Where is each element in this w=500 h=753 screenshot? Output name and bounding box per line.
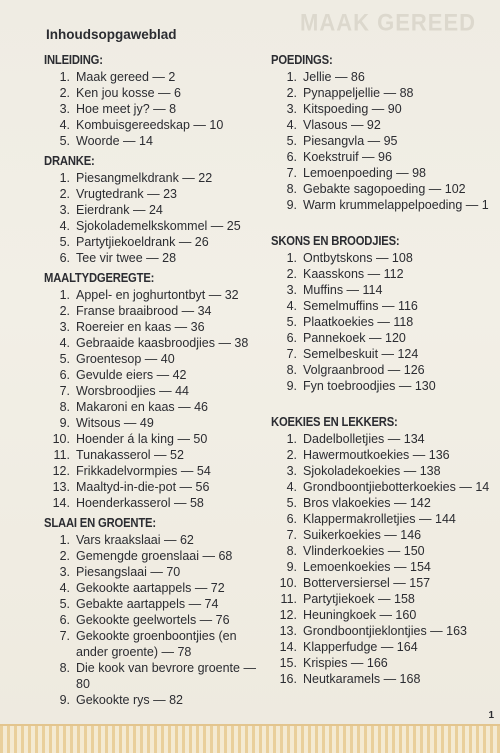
toc-entry xyxy=(271,378,500,394)
section-heading: MAALTYDGEREGTE: xyxy=(44,271,155,285)
toc-entry xyxy=(44,69,266,85)
toc-entry xyxy=(44,532,266,548)
entry-number: 13. xyxy=(52,480,70,494)
toc-section xyxy=(271,414,500,687)
entry-text: Maaltyd-in-die-pot — 56 xyxy=(76,480,210,494)
toc-entry xyxy=(271,607,500,623)
entry-number: 8. xyxy=(286,363,297,377)
entry-text: Kitspoeding — 90 xyxy=(303,102,402,116)
toc-entry xyxy=(44,186,266,202)
entry-number: 8. xyxy=(286,182,297,196)
entry-number: 2. xyxy=(286,86,297,100)
entry-number: 5. xyxy=(286,315,297,329)
entry-number: 4. xyxy=(286,480,297,494)
toc-section xyxy=(44,515,266,708)
entry-text: Muffins — 114 xyxy=(303,283,383,297)
entry-number: 4. xyxy=(59,336,70,350)
toc-entry xyxy=(44,319,266,335)
entry-number: 3. xyxy=(59,203,70,217)
toc-entry xyxy=(44,383,266,399)
entry-text: Ontbytskons — 108 xyxy=(303,251,413,265)
entry-text: Tee vir twee — 28 xyxy=(76,251,177,265)
entry-text: Bros vlakoekies — 142 xyxy=(303,496,431,510)
entry-number: 2. xyxy=(286,448,297,462)
toc-entry xyxy=(44,202,266,218)
toc-entry xyxy=(271,431,500,447)
toc-entry xyxy=(44,234,266,250)
toc-entry xyxy=(44,351,266,367)
toc-entry xyxy=(271,69,500,85)
toc-entry xyxy=(44,495,266,511)
toc-entry xyxy=(271,655,500,671)
toc-entry xyxy=(271,85,500,101)
entry-number: 5. xyxy=(59,134,70,148)
entry-number: 11. xyxy=(53,448,70,462)
toc-entry xyxy=(271,250,500,266)
entry-text: Piesangvla — 95 xyxy=(303,134,398,148)
entry-text: Gebraaide kaasbroodjies — 38 xyxy=(76,336,249,350)
entry-text: Botterversiersel — 157 xyxy=(303,576,431,590)
entry-number: 9. xyxy=(286,560,297,574)
entry-number: 5. xyxy=(59,597,70,611)
entry-number: 9. xyxy=(286,198,297,212)
toc-entry xyxy=(271,181,500,197)
entry-text: Sjokoladekoekies — 138 xyxy=(303,464,441,478)
section-heading: SKONS EN BROODJIES: xyxy=(271,234,400,248)
entry-number: 5. xyxy=(59,235,70,249)
entry-number: 1. xyxy=(59,288,70,302)
entry-text: Koekstruif — 96 xyxy=(303,150,392,164)
entry-number: 10. xyxy=(52,432,70,446)
entry-text: Woorde — 14 xyxy=(76,134,153,148)
toc-entry xyxy=(44,479,266,495)
entry-number: 11. xyxy=(280,592,297,606)
entry-text: Tunakasserol — 52 xyxy=(76,448,184,462)
entry-text: Plaatkoekies — 118 xyxy=(303,315,414,329)
toc-entry xyxy=(44,463,266,479)
entry-number: 2. xyxy=(59,549,70,563)
entry-number: 4. xyxy=(59,219,70,233)
entry-number: 4. xyxy=(59,581,70,595)
toc-section xyxy=(271,52,500,213)
entry-number: 9. xyxy=(59,416,70,430)
toc-entry xyxy=(44,367,266,383)
entry-text: Appel- en joghurtontbyt — 32 xyxy=(76,288,239,302)
toc-entry xyxy=(271,197,500,213)
entry-number: 6. xyxy=(286,150,297,164)
entry-number: 14. xyxy=(279,640,297,654)
entry-text: Neutkaramels — 168 xyxy=(303,672,421,686)
show-through-text: MAAK GEREED xyxy=(300,8,477,37)
entry-number: 3. xyxy=(59,102,70,116)
entry-number: 5. xyxy=(59,352,70,366)
toc-entry xyxy=(44,133,266,149)
toc-entry xyxy=(271,591,500,607)
toc-entry xyxy=(44,218,266,234)
entry-text: Vlinderkoekies — 150 xyxy=(303,544,425,558)
entry-number: 1. xyxy=(286,251,297,265)
entry-number: 1. xyxy=(59,533,70,547)
toc-entry xyxy=(44,170,266,186)
toc-entry xyxy=(271,495,500,511)
toc-section xyxy=(44,270,266,511)
section-heading: SLAAI EN GROENTE: xyxy=(44,516,156,530)
entry-number: 3. xyxy=(286,464,297,478)
entry-text: Ken jou kosse — 6 xyxy=(76,86,181,100)
section-heading: KOEKIES EN LEKKERS: xyxy=(271,415,398,429)
entry-number: 7. xyxy=(59,629,70,643)
toc-entry xyxy=(44,548,266,564)
entry-text: Groentesop — 40 xyxy=(76,352,175,366)
entry-text: Piesangslaai — 70 xyxy=(76,565,181,579)
entry-text: Hawermoutkoekies — 136 xyxy=(303,448,450,462)
entry-text: Warm krummelappelpoeding — 1 xyxy=(303,198,489,212)
toc-entry xyxy=(271,639,500,655)
toc-entry xyxy=(271,314,500,330)
entry-number: 3. xyxy=(59,565,70,579)
entry-number: 1. xyxy=(59,171,70,185)
entry-text: Makaroni en kaas — 46 xyxy=(76,400,209,414)
toc-entry xyxy=(271,266,500,282)
toc-entry xyxy=(271,117,500,133)
toc-entry xyxy=(44,447,266,463)
section-gap xyxy=(271,213,500,233)
entry-text: Kaasskons — 112 xyxy=(303,267,404,281)
toc-entry xyxy=(271,330,500,346)
entry-number: 8. xyxy=(286,544,297,558)
toc-entry xyxy=(44,692,266,708)
toc-section xyxy=(44,153,266,266)
toc-entry xyxy=(44,612,266,628)
entry-text: Franse braaibrood — 34 xyxy=(76,304,212,318)
section-heading: POEDINGS: xyxy=(271,53,333,67)
entry-text: Eierdrank — 24 xyxy=(76,203,163,217)
entry-number: 4. xyxy=(286,299,297,313)
entry-number: 3. xyxy=(286,283,297,297)
toc-entry xyxy=(271,559,500,575)
entry-number: 5. xyxy=(286,496,297,510)
entry-number: 2. xyxy=(59,86,70,100)
entry-number: 7. xyxy=(286,528,297,542)
toc-entry xyxy=(44,85,266,101)
toc-entry xyxy=(44,303,266,319)
entry-text: Dadelbolletjies — 134 xyxy=(303,432,425,446)
page-number: 1 xyxy=(488,710,494,721)
toc-entry xyxy=(271,623,500,639)
right-column xyxy=(271,52,500,687)
toc-entry xyxy=(271,298,500,314)
entry-text: Grondboontjiebotterkoekies — 14 xyxy=(303,480,490,494)
entry-text: Gemengde groenslaai — 68 xyxy=(76,549,233,563)
toc-section xyxy=(44,52,266,149)
entry-number: 6. xyxy=(59,368,70,382)
entry-number: 5. xyxy=(286,134,297,148)
toc-entry xyxy=(271,165,500,181)
toc-entry xyxy=(44,564,266,580)
toc-entry xyxy=(44,335,266,351)
entry-text: Krispies — 166 xyxy=(303,656,388,670)
entry-text: Fyn toebroodjies — 130 xyxy=(303,379,436,393)
entry-number: 1. xyxy=(59,70,70,84)
entry-text: Worsbroodjies — 44 xyxy=(76,384,190,398)
entry-number: 6. xyxy=(59,613,70,627)
entry-text: Suikerkoekies — 146 xyxy=(303,528,422,542)
toc-entry xyxy=(271,149,500,165)
toc-entry xyxy=(44,101,266,117)
entry-number: 2. xyxy=(286,267,297,281)
toc-entry xyxy=(271,133,500,149)
entry-text: Grondboontjieklontjies — 163 xyxy=(303,624,467,638)
entry-text: Gekookte rys — 82 xyxy=(76,693,183,707)
section-heading: DRANKE: xyxy=(44,154,95,168)
entry-number: 8. xyxy=(59,400,70,414)
entry-text: Vlasous — 92 xyxy=(303,118,381,132)
toc-entry xyxy=(271,479,500,495)
toc-entry xyxy=(271,527,500,543)
entry-text: Frikkadelvormpies — 54 xyxy=(76,464,211,478)
toc-entry xyxy=(271,362,500,378)
entry-number: 3. xyxy=(286,102,297,116)
toc-entry xyxy=(44,287,266,303)
entry-number: 2. xyxy=(59,187,70,201)
decorative-border xyxy=(0,724,500,753)
entry-text: Maak gereed — 2 xyxy=(76,70,176,84)
toc-entry xyxy=(44,596,266,612)
toc-entry xyxy=(271,671,500,687)
toc-entry xyxy=(44,628,266,660)
entry-number: 9. xyxy=(286,379,297,393)
entry-text: Heuningkoek — 160 xyxy=(303,608,417,622)
entry-number: 14. xyxy=(52,496,70,510)
entry-number: 9. xyxy=(59,693,70,707)
toc-entry xyxy=(44,431,266,447)
toc-entry xyxy=(271,543,500,559)
entry-number: 12. xyxy=(52,464,70,478)
toc-entry xyxy=(271,511,500,527)
entry-number: 2. xyxy=(59,304,70,318)
entry-text: Gevulde eiers — 42 xyxy=(76,368,187,382)
left-column xyxy=(44,52,266,708)
entry-text: Roereier en kaas — 36 xyxy=(76,320,205,334)
toc-entry xyxy=(271,447,500,463)
toc-entry xyxy=(271,282,500,298)
entry-number: 10. xyxy=(279,576,297,590)
entry-number: 15. xyxy=(279,656,297,670)
entry-text: Jellie — 86 xyxy=(303,70,365,84)
entry-text: Kombuisgereedskap — 10 xyxy=(76,118,224,132)
entry-text: Lemoenkoekies — 154 xyxy=(303,560,431,574)
entry-number: 7. xyxy=(286,166,297,180)
entry-text: Pynappeljellie — 88 xyxy=(303,86,414,100)
toc-entry xyxy=(44,660,266,692)
section-heading: INLEIDING: xyxy=(44,53,103,67)
entry-number: 6. xyxy=(286,512,297,526)
entry-text: Piesangmelkdrank — 22 xyxy=(76,171,213,185)
toc-entry xyxy=(271,575,500,591)
toc-entry xyxy=(44,399,266,415)
entry-text: Pannekoek — 120 xyxy=(303,331,406,345)
toc-entry xyxy=(44,250,266,266)
entry-text: Klappermakrolletjies — 144 xyxy=(303,512,456,526)
page-title: Inhoudsopgaweblad xyxy=(46,27,177,42)
entry-number: 16. xyxy=(279,672,297,686)
entry-number: 7. xyxy=(286,347,297,361)
entry-text: Semelmuffins — 116 xyxy=(303,299,418,313)
toc-entry xyxy=(44,580,266,596)
entry-text: Die kook van bevrore groente — 80 xyxy=(76,661,256,691)
entry-text: Vrugtedrank — 23 xyxy=(76,187,177,201)
entry-text: Partytjiekoeldrank — 26 xyxy=(76,235,209,249)
entry-number: 6. xyxy=(59,251,70,265)
toc-entry xyxy=(44,415,266,431)
entry-text: Gekookte aartappels — 72 xyxy=(76,581,225,595)
entry-text: Lemoenpoeding — 98 xyxy=(303,166,427,180)
entry-text: Hoender á la king — 50 xyxy=(76,432,208,446)
entry-text: Gebakte aartappels — 74 xyxy=(76,597,219,611)
entry-text: Gebakte sagopoeding — 102 xyxy=(303,182,466,196)
entry-number: 12. xyxy=(279,608,297,622)
entry-text: Volgraanbrood — 126 xyxy=(303,363,425,377)
entry-text: Vars kraakslaai — 62 xyxy=(76,533,194,547)
toc-entry xyxy=(271,346,500,362)
section-gap xyxy=(271,394,500,414)
entry-text: Witsous — 49 xyxy=(76,416,154,430)
entry-number: 4. xyxy=(59,118,70,132)
entry-number: 3. xyxy=(59,320,70,334)
toc-entry xyxy=(44,117,266,133)
entry-text: Hoenderkasserol — 58 xyxy=(76,496,204,510)
entry-text: Gekookte geelwortels — 76 xyxy=(76,613,230,627)
entry-number: 13. xyxy=(279,624,297,638)
entry-number: 8. xyxy=(59,661,70,675)
toc-entry xyxy=(271,101,500,117)
entry-number: 4. xyxy=(286,118,297,132)
toc-entry xyxy=(271,463,500,479)
entry-number: 1. xyxy=(286,70,297,84)
entry-text: Klapperfudge — 164 xyxy=(303,640,418,654)
entry-number: 6. xyxy=(286,331,297,345)
entry-text: Hoe meet jy? — 8 xyxy=(76,102,177,116)
toc-section xyxy=(271,233,500,394)
entry-number: 1. xyxy=(286,432,297,446)
entry-text: Gekookte groenboontjies (en ander groente) — 78 xyxy=(76,629,237,659)
entry-text: Sjokolademelkskommel — 25 xyxy=(76,219,241,233)
entry-number: 7. xyxy=(59,384,70,398)
entry-text: Semelbeskuit — 124 xyxy=(303,347,419,361)
entry-text: Partytjiekoek — 158 xyxy=(303,592,415,606)
